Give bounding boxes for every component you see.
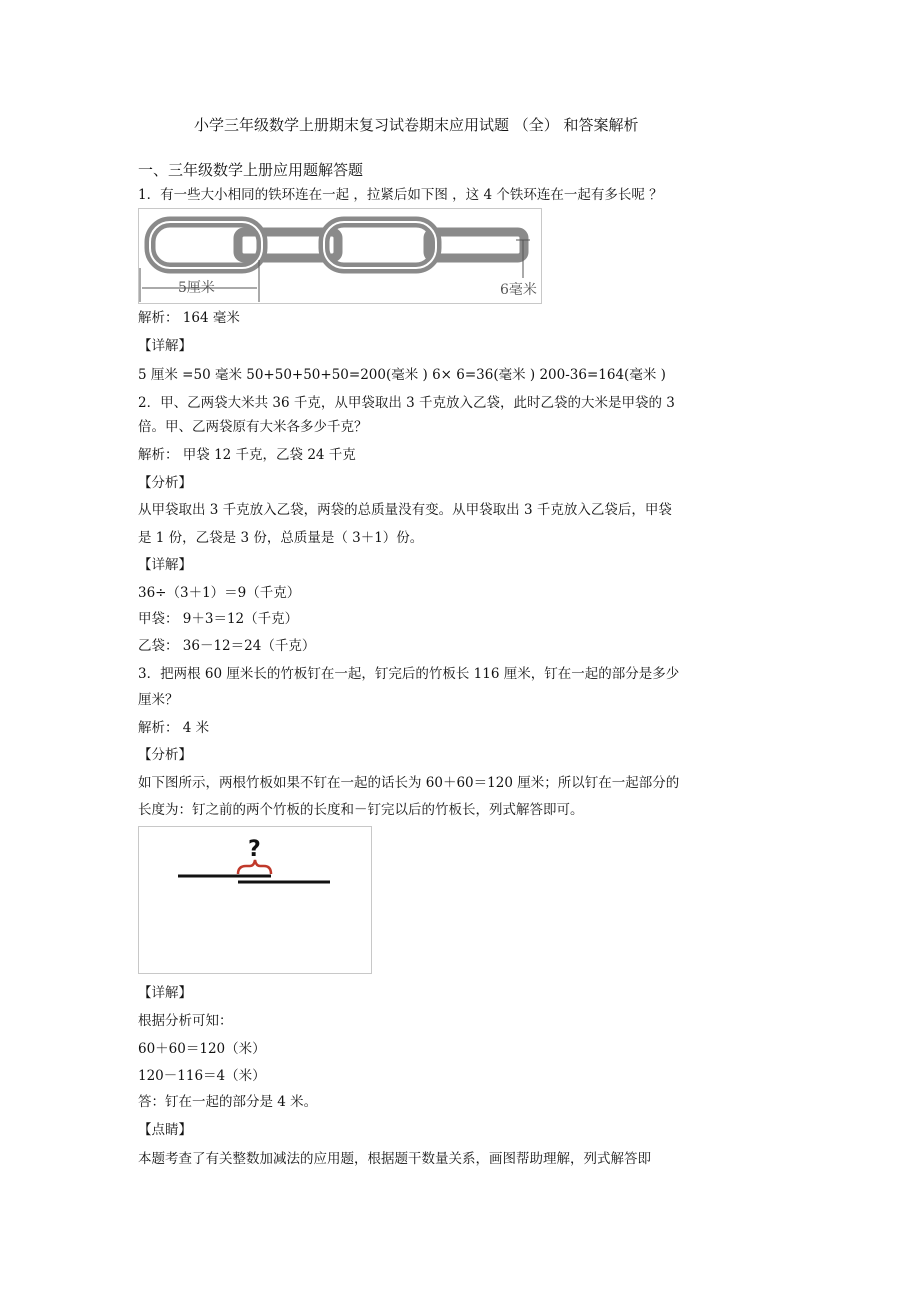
question-3-analysis-line-1: 如下图所示，两根竹板如果不钉在一起的话长为 60＋60＝120 厘米；所以钉在一起部分的 [138, 775, 680, 791]
document-title: 小学三年级数学上册期末复习试卷期末应用试题 （全） 和答案解析 [194, 116, 639, 134]
question-1-text: 1．有一些大小相同的铁环连在一起 ，拉紧后如下图 ，这 4 个铁环连在一起有多长呢 ？ [138, 187, 663, 203]
bamboo-boards-figure [138, 826, 372, 974]
question-2-line-1: 2．甲、乙两袋大米共 36 千克，从甲袋取出 3 千克放入乙袋，此时乙袋的大米是甲袋的 3 [138, 395, 675, 411]
question-mark-label: ? [248, 837, 261, 862]
question-3-comment-heading: 【点睛】 [138, 1122, 192, 1138]
question-3-analysis-heading: 【分析】 [138, 747, 192, 763]
question-2-analysis-line-1: 从甲袋取出 3 千克放入乙袋，两袋的总质量没有变。从甲袋取出 3 千克放入乙袋后，甲袋 [138, 502, 672, 518]
question-2-analysis-line-2: 是 1 份，乙袋是 3 份，总质量是（ 3＋1）份。 [138, 530, 424, 546]
question-3-step: 根据分析可知： [138, 1013, 233, 1029]
chain-link-4 [428, 232, 524, 258]
label-5cm: 5厘米 [178, 280, 215, 296]
question-3-answer: 解析： 4 米 [138, 720, 210, 736]
question-2-detail-heading: 【详解】 [138, 557, 192, 573]
iron-rings-figure [138, 208, 542, 304]
question-3-conclusion: 答：钉在一起的部分是 4 米。 [138, 1094, 318, 1110]
question-2-line-2: 倍。甲、乙两袋原有大米各多少千克？ [138, 419, 368, 435]
question-3-step: 120－116＝4（米） [138, 1068, 266, 1084]
question-3-analysis-line-2: 长度为：钉之前的两个竹板的长度和－钉完以后的竹板长，列式解答即可。 [138, 802, 584, 818]
question-3-line-2: 厘米？ [138, 692, 179, 708]
question-1-detail: 5 厘米 =50 毫米 50+50+50+50=200(毫米 ) 6× 6=36(毫米 ) 200-36=164(毫米 ) [138, 367, 666, 383]
question-3-comment: 本题考查了有关整数加减法的应用题，根据题干数量关系，画图帮助理解，列式解答即 [138, 1151, 651, 1167]
question-2-step: 36÷（3＋1）＝9（千克） [138, 585, 301, 601]
question-1-answer: 解析： 164 毫米 [138, 310, 240, 326]
label-6mm: 6毫米 [500, 282, 537, 298]
question-1-detail-heading: 【详解】 [138, 338, 192, 354]
question-2-analysis-heading: 【分析】 [138, 475, 192, 491]
section-heading: 一、三年级数学上册应用题解答题 [138, 161, 364, 179]
question-3-detail-heading: 【详解】 [138, 985, 192, 1001]
question-2-step: 甲袋： 9＋3＝12（千克） [138, 611, 299, 627]
question-2-step: 乙袋： 36－12＝24（千克） [138, 638, 316, 654]
question-2-answer: 解析： 甲袋 12 千克，乙袋 24 千克 [138, 447, 356, 463]
question-3-line-1: 3．把两根 60 厘米长的竹板钉在一起，钉完后的竹板长 116 厘米，钉在一起的部分是多少 [138, 666, 680, 682]
question-3-step: 60＋60＝120（米） [138, 1041, 266, 1057]
